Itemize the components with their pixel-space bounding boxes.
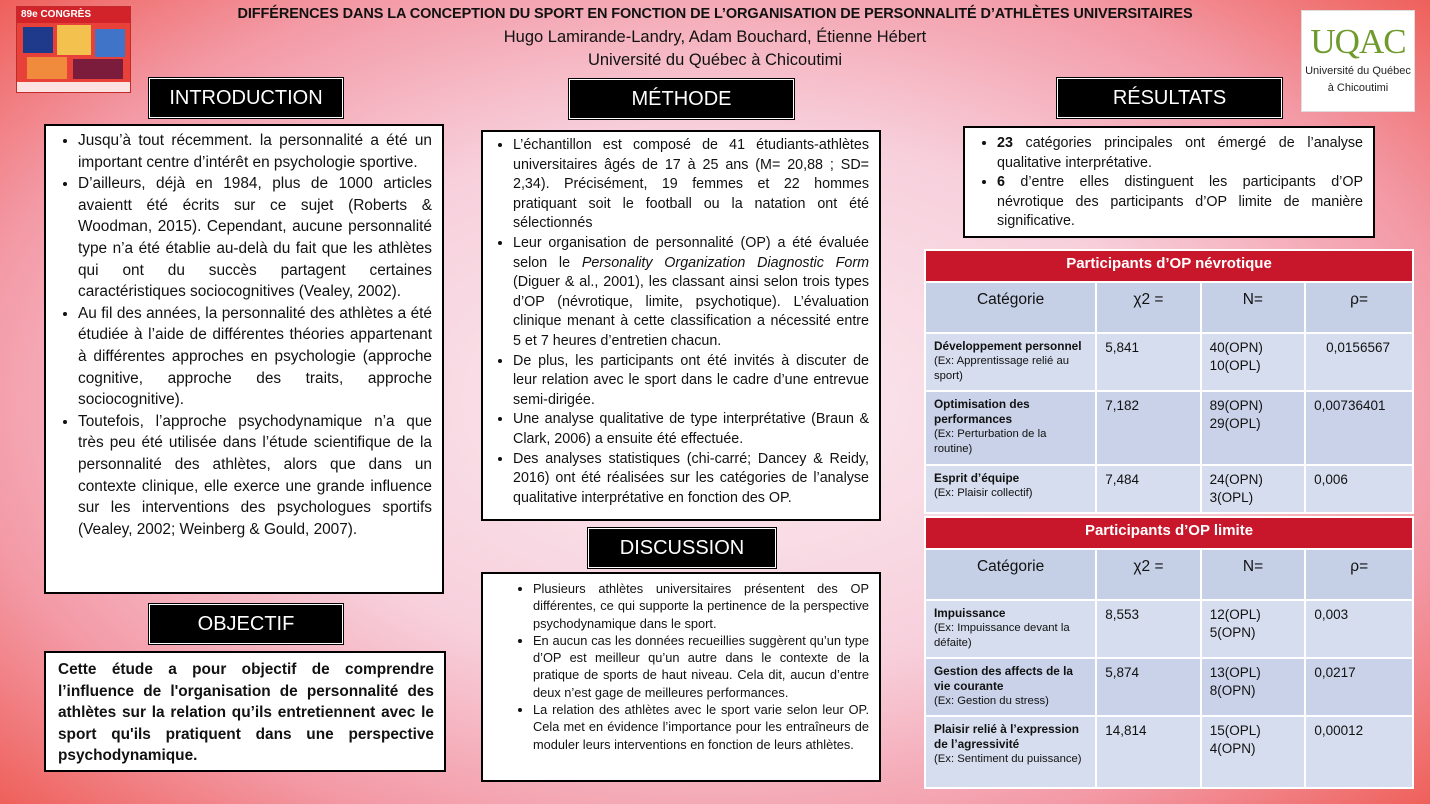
n-value: 10(OPL)	[1209, 358, 1261, 373]
n-value: 12(OPL)	[1209, 607, 1261, 622]
category-example: (Ex: Impuissance devant la défaite)	[934, 622, 1070, 649]
col-header-chi2: χ2 =	[1096, 282, 1200, 333]
category-example: (Ex: Perturbation de la routine)	[934, 428, 1047, 455]
table-row	[925, 716, 1413, 788]
resultats-box	[963, 126, 1375, 238]
objectif-heading: OBJECTIF	[149, 604, 343, 644]
category-name: Développement personnel	[934, 339, 1082, 353]
table-row	[925, 391, 1413, 465]
n-value: 89(OPN)	[1209, 398, 1263, 413]
resultats-text: d’entre elles distinguent les participants d’OP névrotique des participants d’OP limite de manière significative.	[997, 174, 1363, 230]
resultats-item	[997, 134, 1363, 173]
category-name: Optimisation des performances	[934, 397, 1030, 426]
table-title: Participants d’OP limite	[925, 517, 1413, 549]
methode-item	[513, 234, 869, 352]
methode-item-italic: Personality Organization Diagnostic Form	[581, 254, 869, 271]
table-title: Participants d’OP névrotique	[925, 250, 1413, 282]
category-example: (Ex: Plaisir collectif)	[934, 487, 1033, 499]
rho-value: 0,00736401	[1305, 391, 1413, 465]
category-name: Plaisir relié à l’expression de l’agressivité	[934, 722, 1079, 751]
methode-item: • Des analyses statistiques (chi-carré; Dancey & Reidy, 2016) ont été réalisées sur les catégories de l’analyse qualitative interprétative en fonction des OP.	[513, 450, 869, 509]
col-header-chi2: χ2 =	[1096, 549, 1201, 600]
col-header-categorie: Catégorie	[925, 549, 1096, 600]
category-name: Gestion des affects de la vie courante	[934, 664, 1073, 693]
discussion-box	[481, 572, 881, 782]
resultats-heading: RÉSULTATS	[1057, 78, 1282, 118]
chi2-value: 5,841	[1096, 333, 1200, 391]
introduction-box	[44, 124, 444, 594]
col-header-categorie: Catégorie	[925, 282, 1096, 333]
methode-box	[481, 130, 881, 521]
introduction-item: • D’ailleurs, déjà en 1984, plus de 1000 articles avaientt été écrits sur ce sujet (Roberts & Woodman, 2015). Cependant, aucune personnalité type n’a été établie au-delà du fait que les athlètes qui ont du succès partagent certaines caractéristiques sociocognitives (Vealey, 2002).	[78, 173, 432, 303]
table-row	[925, 600, 1413, 658]
col-header-rho: ρ=	[1305, 549, 1413, 600]
category-name: Esprit d’équipe	[934, 471, 1020, 485]
resultats-count: 6	[997, 174, 1005, 191]
rho-value: 0,0156567	[1305, 333, 1413, 391]
introduction-item: • Jusqu’à tout récemment. la personnalité a été un important centre d’intérêt en psychologie sportive.	[78, 130, 432, 173]
col-header-n: N=	[1201, 282, 1306, 333]
congres-logo	[16, 6, 131, 93]
chi2-value: 7,484	[1096, 465, 1200, 513]
rho-value: 0,0217	[1305, 658, 1413, 716]
table-limite	[924, 516, 1414, 789]
uqac-logo-line2: à Chicoutimi	[1327, 82, 1389, 94]
discussion-item: • En aucun cas les données recueillies suggèrent qu’un type d’OP est meilleur qu’un autre dans le contexte de la pratique de sports de haut niveau. Cela dit, aucun d’entre deux n’est gage de meilleures performances.	[533, 632, 869, 701]
n-value: 29(OPL)	[1209, 416, 1261, 431]
table-row	[925, 658, 1413, 716]
objectif-box: Cette étude a pour objectif de comprendre l’influence de l'organisation de personnalité des athlètes sur la relation qu’ils entretiennent avec le sport qu'ils pratiquent dans une perspective psychodynamique.	[44, 651, 446, 772]
n-value: 13(OPL)	[1209, 665, 1261, 680]
methode-item-text: (Diguer & al., 2001), les classant ainsi selon trois types d’OP (névrotique, limite, psychotique). L’évaluation clinique menant à cette classification a nécessité entre 5 et 7 heures d’entretien chacun.	[513, 274, 869, 349]
table-row	[925, 333, 1413, 391]
resultats-text: catégories principales ont émergé de l’analyse qualitative interprétative.	[997, 135, 1363, 171]
discussion-item: • La relation des athlètes avec le sport varie selon leur OP. Cela met en évidence l’importance pour les entraîneurs de moduler leurs interventions en fonction de leurs athlètes.	[533, 701, 869, 753]
introduction-item: • Toutefois, l’approche psychodynamique n’a que très peu été utilisée dans l’étude scientifique de la personnalité des athlètes, alors que dans un contexte clinique, elle exerce une grande influence sur les interventions des psychologues sportifs (Vealey, 2002; Weinberg & Gould, 2007).	[78, 411, 432, 541]
chi2-value: 14,814	[1096, 716, 1201, 788]
table-row	[925, 465, 1413, 513]
uqac-logo-name: UQAC	[1310, 22, 1406, 61]
methode-item: • L’échantillon est composé de 41 étudiants-athlètes universitaires âgés de 17 à 25 ans (M= 20,88 ; SD= 2,34). Précisément, 19 femmes et 22 hommes pratiquant soit le football ou la natation ont été sélectionnés	[513, 136, 869, 234]
category-example: (Ex: Apprentissage relié au sport)	[934, 355, 1070, 382]
uqac-logo	[1301, 10, 1415, 112]
poster-title: DIFFÉRENCES DANS LA CONCEPTION DU SPORT EN FONCTION DE L’ORGANISATION DE PERSONNALITÉ D’ATHLÈTES UNIVERSITAIRES	[237, 6, 1193, 22]
rho-value: 0,003	[1305, 600, 1413, 658]
resultats-item	[997, 173, 1363, 232]
n-value: 40(OPN)	[1209, 340, 1263, 355]
congres-logo-text: 89e CONGRÈS	[21, 9, 92, 20]
poster-university: Université du Québec à Chicoutimi	[587, 51, 843, 69]
chi2-value: 8,553	[1096, 600, 1201, 658]
chi2-value: 5,874	[1096, 658, 1201, 716]
col-header-rho: ρ=	[1305, 282, 1413, 333]
introduction-heading: INTRODUCTION	[149, 78, 343, 118]
table-nevrotique	[924, 249, 1414, 514]
introduction-item: • Au fil des années, la personnalité des athlètes a été étudiée à l’aide de différentes théories appartenant à différentes approches en psychologie (approche cognitive, approche des traits, approche sociocognitive).	[78, 303, 432, 411]
n-value: 24(OPN)	[1209, 472, 1263, 487]
methode-item: • Une analyse qualitative de type interprétative (Braun & Clark, 2006) a ensuite été effectuée.	[513, 410, 869, 449]
n-value: 4(OPN)	[1209, 741, 1256, 756]
col-header-n: N=	[1201, 549, 1306, 600]
uqac-logo-line1: Université du Québec	[1305, 65, 1411, 77]
methode-item-text: Leur organisation de personnalité (OP) a été évaluée selon le	[513, 234, 869, 271]
poster-authors: Hugo Lamirande-Landry, Adam Bouchard, Étienne Hébert	[503, 28, 927, 46]
n-value: 5(OPN)	[1209, 625, 1256, 640]
n-value: 15(OPL)	[1209, 723, 1261, 738]
n-value: 8(OPN)	[1209, 683, 1256, 698]
rho-value: 0,00012	[1305, 716, 1413, 788]
n-value: 3(OPL)	[1209, 490, 1254, 505]
rho-value: 0,006	[1305, 465, 1413, 513]
category-example: (Ex: Gestion du stress)	[934, 695, 1049, 707]
category-name: Impuissance	[934, 606, 1006, 620]
resultats-count: 23	[997, 135, 1013, 151]
methode-heading: MÉTHODE	[569, 79, 794, 119]
discussion-item: • Plusieurs athlètes universitaires présentent des OP différentes, ce qui supporte la pertinence de la perspective psychodynamique dans le sport.	[533, 580, 869, 632]
discussion-heading: DISCUSSION	[588, 528, 776, 568]
category-example: (Ex: Sentiment du puissance)	[934, 753, 1082, 765]
chi2-value: 7,182	[1096, 391, 1200, 465]
methode-item: • De plus, les participants ont été invités à discuter de leur relation avec le sport dans le cadre d’une entrevue semi-dirigée.	[513, 352, 869, 411]
